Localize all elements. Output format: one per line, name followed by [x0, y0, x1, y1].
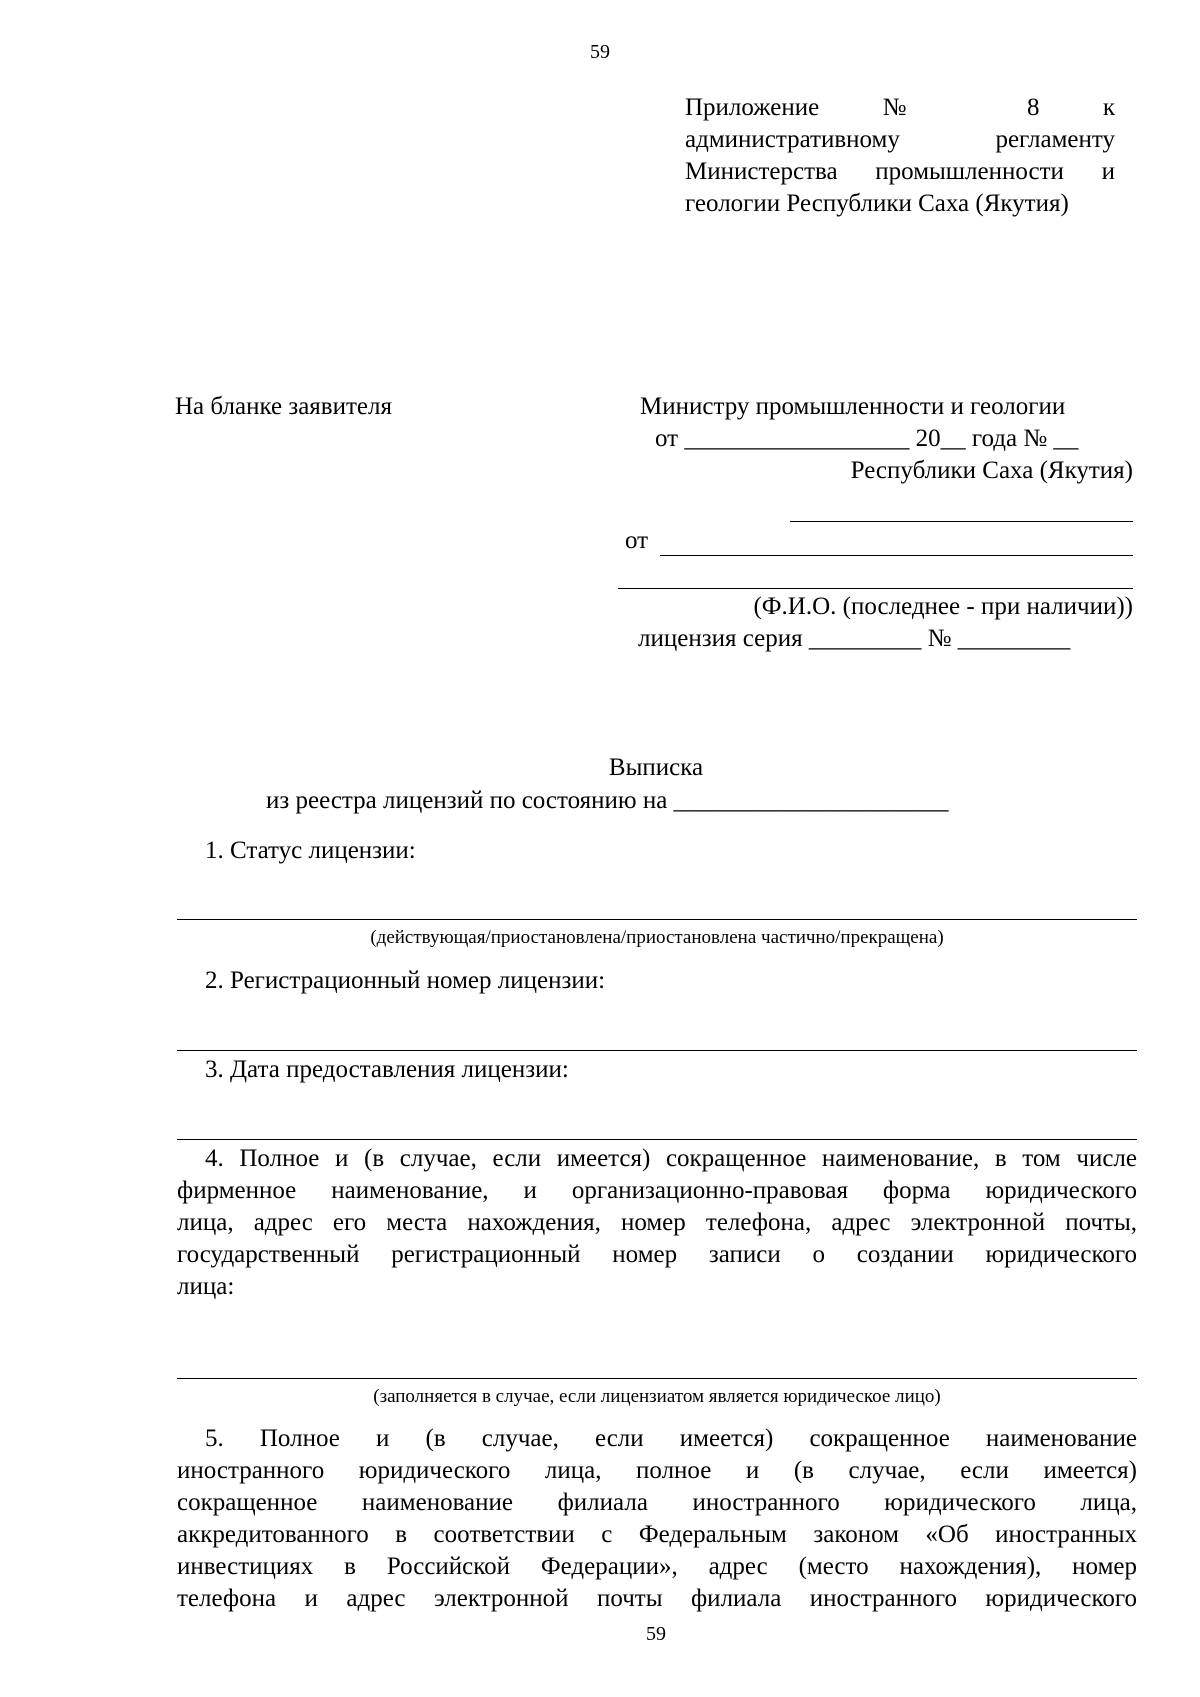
- item-1-label: 1. Статус лицензии:: [205, 837, 416, 864]
- item-2-answer-line: [177, 1050, 1137, 1051]
- item-5-text-line: аккредитованного в соответствии с Федеральным законом «Об иностранных: [177, 1521, 1137, 1548]
- item-4-note: (заполняется в случае, если лицензиатом является юридическое лицо): [373, 1386, 941, 1407]
- item-5-text-line: телефона и адрес электронной почты филиала иностранного юридического: [177, 1585, 1137, 1612]
- blank-line: [790, 521, 1133, 522]
- item-5-text-line: 5. Полное и (в случае, если имеется) сокращенное наименование: [205, 1425, 1137, 1452]
- item-4-text-line: лица, адрес его места нахождения, номер телефона, адрес электронной почты,: [177, 1209, 1137, 1236]
- item-1-note: (действующая/приостановлена/приостановлена частично/прекращена): [370, 927, 944, 948]
- license-series-line: лицензия серия _________ № _________: [638, 625, 1071, 652]
- appendix-line-1: Приложение № 8 к: [685, 94, 1115, 121]
- blank-line: [660, 555, 1133, 556]
- item-5-text-line: иностранного юридического лица, полное и (в случае, если имеется): [177, 1457, 1137, 1484]
- item-2-label: 2. Регистрационный номер лицензии:: [205, 967, 606, 994]
- from-date-line: от __________________ 20__ года № __: [655, 425, 1079, 452]
- appendix-line-4: геологии Республики Саха (Якутия): [685, 190, 1069, 217]
- appendix-line-3: Министерства промышленности и: [685, 158, 1115, 185]
- addressee-line: Министру промышленности и геологии: [640, 393, 1066, 420]
- item-4-text-line: лица:: [177, 1273, 235, 1300]
- appendix-line-2: административному регламенту: [685, 126, 1115, 153]
- fio-note: (Ф.И.О. (последнее - при наличии)): [753, 593, 1133, 620]
- blank-line: [618, 588, 1133, 589]
- republic-line: Республики Саха (Якутия): [850, 457, 1133, 484]
- item-5-text-line: инвестициях в Российской Федерации», адрес (место нахождения), номер: [177, 1553, 1137, 1580]
- item-4-text-line: фирменное наименование, и организационно-правовая форма юридического: [177, 1177, 1137, 1204]
- applicant-letterhead-note: На бланке заявителя: [175, 393, 392, 420]
- item-1-answer-line: [177, 919, 1137, 920]
- item-3-answer-line: [177, 1139, 1137, 1140]
- item-3-label: 3. Дата предоставления лицензии:: [205, 1056, 569, 1083]
- document-title: Выписка: [608, 754, 704, 781]
- item-4-text-line: 4. Полное и (в случае, если имеется) сокращенное наименование, в том числе: [205, 1145, 1137, 1172]
- page-number-bottom: 59: [646, 1623, 666, 1645]
- item-4-answer-line: [177, 1378, 1137, 1379]
- document-subtitle: из реестра лицензий по состоянию на ______________________: [266, 787, 949, 814]
- item-4-text-line: государственный регистрационный номер записи о создании юридического: [177, 1241, 1137, 1268]
- from-label: от: [625, 527, 649, 554]
- page-number-top: 59: [590, 41, 610, 63]
- item-5-text-line: сокращенное наименование филиала иностранного юридического лица,: [177, 1489, 1137, 1516]
